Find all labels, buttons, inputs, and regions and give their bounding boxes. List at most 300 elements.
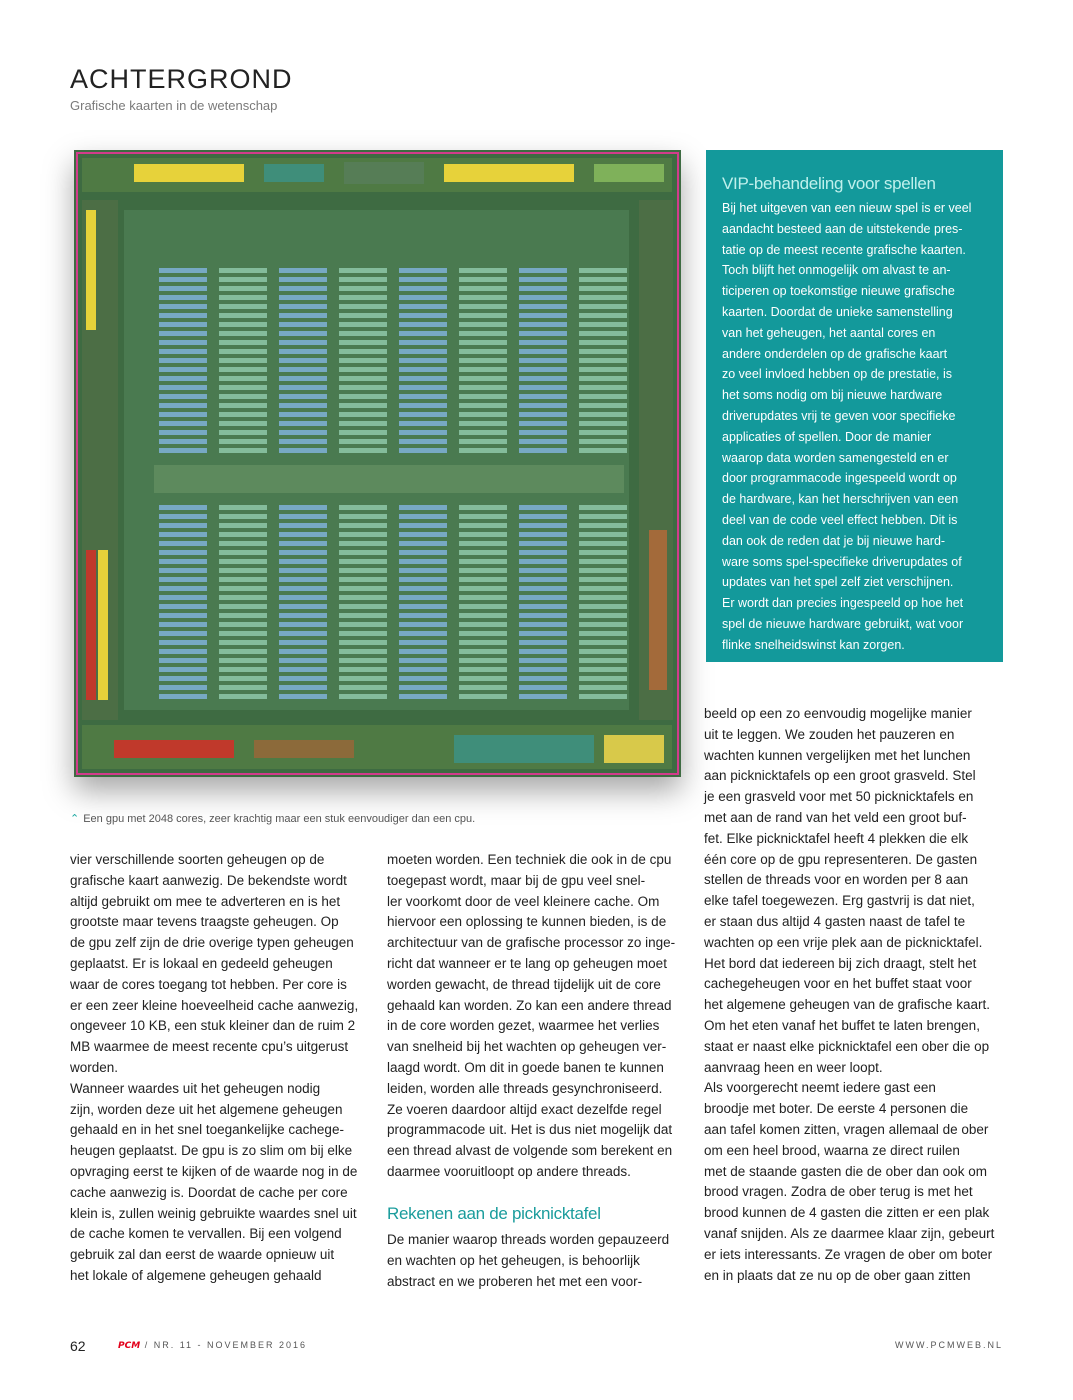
core-cell — [459, 448, 507, 453]
core-cell — [159, 559, 207, 564]
sidebar-body — [722, 198, 987, 656]
core-cell — [399, 658, 447, 663]
core-cell — [339, 421, 387, 426]
text-line: om een heel brood, waarna ze direct ruilen — [704, 1142, 960, 1158]
core-cell — [339, 277, 387, 282]
core-cell — [519, 349, 567, 354]
core-cell — [159, 523, 207, 528]
core-cell — [399, 313, 447, 318]
text-line: gebruik zal dan eerst de waarde opnieuw uit — [70, 1247, 335, 1263]
core-cell — [579, 349, 627, 354]
column-2-subsection — [387, 1204, 687, 1292]
core-cell — [279, 313, 327, 318]
core-cell — [339, 367, 387, 372]
text-line: gehaald kan worden. Zo kan een andere thread — [387, 997, 672, 1013]
text-line: abstract en we proberen het met een voor- — [387, 1273, 643, 1289]
text-line: aan picknicktafels op een groot grasveld. Stel — [704, 768, 976, 784]
core-cell — [579, 595, 627, 600]
sidebar-line: ware soms spel-specifieke driverupdates of — [722, 554, 962, 569]
core-cell — [159, 349, 207, 354]
core-cell — [159, 295, 207, 300]
core-cell — [219, 604, 267, 609]
core-cell — [399, 286, 447, 291]
core-cell — [459, 550, 507, 555]
core-cell — [159, 412, 207, 417]
core-cell — [159, 277, 207, 282]
text-line: De manier waarop threads worden gepauzeerd — [387, 1232, 670, 1247]
core-cell — [219, 676, 267, 681]
sidebar-line: Bij het uitgeven van een nieuw spel is er veel — [722, 201, 972, 215]
core-cell — [519, 631, 567, 636]
core-cell — [219, 403, 267, 408]
text-line: architectuur van de grafische processor zo inge- — [387, 935, 676, 951]
core-cell — [279, 595, 327, 600]
core-cell — [339, 550, 387, 555]
core-cell — [459, 349, 507, 354]
text-line: richt dat wanneer er te lang op geheugen moet — [387, 955, 667, 971]
core-cell — [279, 385, 327, 390]
core-cell — [519, 313, 567, 318]
core-cell — [279, 268, 327, 273]
text-line: er staan dus altijd 4 gasten naast de tafel te — [704, 913, 966, 929]
core-cell — [399, 622, 447, 627]
core-cell — [279, 286, 327, 291]
core-cell — [399, 541, 447, 546]
core-cell — [219, 613, 267, 618]
core-cell — [459, 604, 507, 609]
core-cell — [279, 586, 327, 591]
core-cell — [459, 358, 507, 363]
core-cell — [519, 667, 567, 672]
core-cell — [399, 523, 447, 528]
core-cell — [339, 505, 387, 510]
core-cell — [159, 577, 207, 582]
core-cell — [579, 376, 627, 381]
text-line: wachten op een vrije plek aan de picknicktafel. — [704, 934, 983, 950]
core-cell — [459, 568, 507, 573]
core-cell — [339, 340, 387, 345]
core-cell — [219, 694, 267, 699]
core-cell — [279, 439, 327, 444]
core-cell — [519, 694, 567, 699]
core-cell — [339, 568, 387, 573]
core-cell — [519, 331, 567, 336]
core-cell — [159, 421, 207, 426]
sidebar-line: Toch blijft het onmogelijk om alvast te an- — [722, 263, 951, 278]
core-cell — [519, 514, 567, 519]
core-cell — [279, 523, 327, 528]
core-cell — [399, 358, 447, 363]
core-cell — [519, 658, 567, 663]
sidebar-line: andere onderdelen op de grafische kaart — [722, 346, 948, 361]
text-line: aanvraag heen en weer loopt. — [704, 1059, 883, 1075]
core-cell — [459, 586, 507, 591]
core-cell — [339, 541, 387, 546]
core-cell — [519, 676, 567, 681]
column-1 — [70, 850, 370, 1287]
text-line: wachten kunnen vergelijken met het lunchen — [704, 747, 971, 763]
core-cell — [339, 403, 387, 408]
core-cell — [219, 586, 267, 591]
core-cell — [519, 640, 567, 645]
core-cell — [459, 331, 507, 336]
text-line: heugen geplaatst. De gpu is zo slim om bij elke — [70, 1143, 353, 1159]
text-line: cache aanwezig is. Doordat de cache per core — [70, 1184, 348, 1200]
core-cell — [219, 439, 267, 444]
core-cell — [219, 295, 267, 300]
core-cell — [159, 439, 207, 444]
core-cell — [219, 523, 267, 528]
core-cell — [459, 367, 507, 372]
core-cell — [339, 286, 387, 291]
core-cell — [459, 295, 507, 300]
core-cell — [579, 568, 627, 573]
core-cell — [399, 349, 447, 354]
core-cell — [519, 268, 567, 273]
core-cell — [279, 331, 327, 336]
core-cell — [459, 514, 507, 519]
core-cell — [399, 613, 447, 618]
core-cell — [339, 268, 387, 273]
core-cell — [339, 694, 387, 699]
core-cell — [399, 331, 447, 336]
core-cell — [159, 631, 207, 636]
core-cell — [339, 523, 387, 528]
text-line: moeten worden. Een techniek die ook in de cpu — [387, 852, 672, 867]
core-cell — [159, 385, 207, 390]
core-cell — [219, 505, 267, 510]
core-cell — [219, 376, 267, 381]
core-cell — [579, 322, 627, 327]
core-cell — [459, 268, 507, 273]
core-cell — [219, 640, 267, 645]
core-cell — [339, 295, 387, 300]
core-cell — [219, 514, 267, 519]
sidebar-title: VIP-behandeling voor spellen — [722, 174, 936, 193]
core-cell — [219, 595, 267, 600]
core-cell — [459, 313, 507, 318]
text-line: broodje met boter. De eerste 4 personen die — [704, 1101, 969, 1117]
core-cell — [579, 448, 627, 453]
core-cell — [579, 313, 627, 318]
pcm-logo: PCM — [118, 1341, 141, 1351]
core-cell — [519, 286, 567, 291]
sidebar-line: tatie op de meest recente grafische kaarten. — [722, 242, 966, 257]
sidebar-line: kaarten. Doordat de unieke samenstelling — [722, 304, 953, 319]
sidebar-line: aandacht besteed aan de uitstekende pres- — [722, 221, 963, 236]
core-cell — [459, 676, 507, 681]
core-cell — [579, 403, 627, 408]
core-cell — [219, 394, 267, 399]
text-line: de cache komen te vervallen. Bij een volgend — [70, 1226, 342, 1242]
core-cell — [279, 658, 327, 663]
core-cell — [159, 649, 207, 654]
core-cell — [519, 604, 567, 609]
core-cell — [579, 640, 627, 645]
core-cell — [519, 541, 567, 546]
core-cell — [519, 403, 567, 408]
core-cell — [159, 586, 207, 591]
sidebar-line: flinke snelheidswinst kan zorgen. — [722, 637, 905, 652]
core-cell — [219, 622, 267, 627]
core-cell — [159, 268, 207, 273]
sidebar-line: waarop data worden samengesteld en er — [722, 450, 949, 465]
core-cell — [279, 532, 327, 537]
core-cell — [399, 412, 447, 417]
text-line: beeld op een zo eenvoudig mogelijke manier — [704, 706, 972, 721]
sidebar-box — [706, 150, 1003, 662]
core-cell — [459, 694, 507, 699]
core-cell — [399, 394, 447, 399]
core-cell — [339, 439, 387, 444]
core-cell — [219, 550, 267, 555]
sidebar-line: de hardware, kan het herschrijven van een — [722, 492, 959, 507]
core-cell — [339, 595, 387, 600]
text-line: elke tafel toegewezen. Erg gastvrij is dat niet, — [704, 893, 975, 909]
text-line: toegepast wordt, maar bij de gpu veel snel- — [387, 872, 646, 888]
core-cell — [459, 304, 507, 309]
core-cell — [579, 667, 627, 672]
core-cell — [219, 412, 267, 417]
text-line: met aan de rand van het veld een groot buf- — [704, 809, 967, 825]
core-cell — [519, 613, 567, 618]
text-line: stellen de threads voor en worden per 8 aan — [704, 872, 969, 888]
core-cell — [279, 340, 327, 345]
core-cell — [159, 322, 207, 327]
text-line: vier verschillende soorten geheugen op de — [70, 852, 325, 867]
core-cell — [519, 277, 567, 282]
core-cell — [579, 277, 627, 282]
core-cell — [219, 340, 267, 345]
core-cell — [579, 304, 627, 309]
core-cell — [339, 622, 387, 627]
core-cell — [519, 385, 567, 390]
core-cell — [399, 439, 447, 444]
core-cell — [519, 622, 567, 627]
core-cell — [219, 358, 267, 363]
text-line: gehaald en in het snel toegankelijke cachege- — [70, 1122, 344, 1138]
core-cell — [399, 595, 447, 600]
sidebar-line: van het geheugen, het aantal cores en — [722, 325, 936, 340]
core-cell — [519, 376, 567, 381]
core-cell — [459, 559, 507, 564]
text-line: laagd wordt. Om dit in goede banen te kunnen — [387, 1059, 664, 1075]
core-cell — [399, 448, 447, 453]
core-cell — [279, 550, 327, 555]
core-cell — [279, 577, 327, 582]
core-cell — [579, 505, 627, 510]
core-cell — [339, 448, 387, 453]
text-line: Ze voeren daardoor altijd exact dezelfde regel — [387, 1101, 662, 1117]
core-cell — [399, 295, 447, 300]
core-cell — [159, 358, 207, 363]
core-cell — [279, 505, 327, 510]
core-cell — [519, 412, 567, 417]
text-line: geplaatst. Er is lokaal en gedeeld geheugen — [70, 955, 333, 971]
core-cell — [399, 268, 447, 273]
core-cell — [399, 649, 447, 654]
core-cell — [219, 322, 267, 327]
core-cell — [399, 685, 447, 690]
core-cell — [279, 685, 327, 690]
core-cell — [519, 649, 567, 654]
core-cell — [219, 385, 267, 390]
footer-url: WWW.PCMWEB.NL — [895, 1340, 1003, 1350]
core-cell — [459, 286, 507, 291]
core-cell — [459, 403, 507, 408]
core-cell — [279, 631, 327, 636]
core-cell — [579, 340, 627, 345]
core-cell — [399, 322, 447, 327]
core-cell — [219, 658, 267, 663]
core-cell — [159, 304, 207, 309]
core-cell — [219, 685, 267, 690]
core-cell — [219, 667, 267, 672]
section-title: ACHTERGROND — [70, 64, 293, 94]
core-cell — [279, 694, 327, 699]
core-cell — [579, 268, 627, 273]
core-cell — [159, 595, 207, 600]
sidebar-line: driverupdates vrij te geven voor specifieke — [722, 408, 956, 423]
column-2-after — [387, 1230, 687, 1292]
core-cell — [399, 505, 447, 510]
gpu-die-illustration — [74, 150, 681, 777]
core-cell — [459, 430, 507, 435]
core-cell — [579, 358, 627, 363]
text-line: en in plaats dat ze nu op de ober gaan zitten — [704, 1267, 971, 1283]
core-cell — [519, 394, 567, 399]
sidebar-line: zo veel invloed hebben op de prestatie, is — [722, 367, 953, 382]
core-cell — [519, 304, 567, 309]
core-cell — [579, 685, 627, 690]
core-cell — [399, 568, 447, 573]
core-cell — [219, 331, 267, 336]
core-cell — [579, 658, 627, 663]
core-cell — [339, 349, 387, 354]
core-cell — [579, 694, 627, 699]
core-cell — [279, 277, 327, 282]
text-line: Het bord dat iedereen bij zich draagt, stelt het — [704, 955, 977, 971]
core-cell — [459, 523, 507, 528]
text-line: cachegeheugen voor en het buffet staat voor — [704, 976, 972, 992]
core-cell — [459, 394, 507, 399]
core-cell — [339, 394, 387, 399]
footer-issue — [118, 1340, 307, 1351]
core-cell — [399, 532, 447, 537]
core-cell — [399, 421, 447, 426]
core-cell — [579, 385, 627, 390]
core-cell — [219, 649, 267, 654]
core-cell — [459, 685, 507, 690]
text-line: met de staande gasten die de ober dan ook om — [704, 1163, 987, 1179]
core-cell — [279, 394, 327, 399]
core-cell — [399, 550, 447, 555]
core-cell — [219, 313, 267, 318]
core-cell — [159, 550, 207, 555]
core-cell — [279, 568, 327, 573]
core-cell — [159, 430, 207, 435]
text-line: klein is, zullen weinig gebruikte waardes snel uit — [70, 1205, 357, 1221]
core-cell — [339, 640, 387, 645]
core-cell — [339, 667, 387, 672]
text-line: Om het eten vanaf het buffet te laten brengen, — [704, 1017, 980, 1033]
text-line: Wanneer waardes uit het geheugen nodig — [70, 1080, 321, 1096]
core-cell — [159, 658, 207, 663]
core-cell — [219, 430, 267, 435]
text-line: één core op de gpu representeren. De gasten — [704, 851, 978, 867]
core-cell — [519, 448, 567, 453]
core-cell — [339, 412, 387, 417]
core-cell — [519, 295, 567, 300]
core-cell — [339, 613, 387, 618]
core-cell — [579, 649, 627, 654]
core-cell — [279, 403, 327, 408]
core-cell — [519, 322, 567, 327]
core-cell — [579, 295, 627, 300]
core-cell — [279, 322, 327, 327]
core-cell — [279, 559, 327, 564]
core-cell — [399, 304, 447, 309]
sidebar-line: dan ook de reden dat je bij nieuwe hard- — [722, 533, 946, 548]
core-cell — [399, 430, 447, 435]
core-cell — [219, 559, 267, 564]
core-cell — [519, 595, 567, 600]
core-cell — [579, 394, 627, 399]
core-cell — [579, 631, 627, 636]
text-line: het algemene geheugen van de grafische kaart. — [704, 997, 990, 1013]
core-cell — [579, 676, 627, 681]
core-cell — [279, 295, 327, 300]
text-line: programmacode uit. Het is dus niet mogelijk dat — [387, 1122, 673, 1138]
text-line: in de core worden gezet, waarmee het verlies — [387, 1018, 660, 1034]
core-cell — [459, 649, 507, 654]
text-line: hiervoor een oplossing te kunnen bieden, is de — [387, 914, 667, 930]
core-cell — [459, 505, 507, 510]
core-cell — [219, 541, 267, 546]
text-line: brood vragen. Zodra de ober terug is met het — [704, 1184, 973, 1200]
text-line: worden. — [70, 1059, 119, 1075]
core-cell — [339, 514, 387, 519]
core-cell — [579, 331, 627, 336]
core-cell — [219, 448, 267, 453]
core-cell — [279, 358, 327, 363]
core-cell — [579, 514, 627, 519]
page-number: 62 — [70, 1338, 86, 1354]
core-cell — [219, 268, 267, 273]
text-line: vanaf snijden. Als ze daarmee klaar zijn, gebeurt — [704, 1225, 995, 1241]
core-cell — [159, 448, 207, 453]
core-cell — [339, 304, 387, 309]
core-cell — [459, 613, 507, 618]
core-cell — [339, 358, 387, 363]
core-cell — [159, 286, 207, 291]
core-cell — [159, 403, 207, 408]
core-cell — [279, 376, 327, 381]
core-cell — [339, 586, 387, 591]
gpu-die-photo — [74, 150, 681, 777]
core-cell — [579, 412, 627, 417]
core-cell — [219, 577, 267, 582]
core-cell — [339, 658, 387, 663]
core-cell — [579, 577, 627, 582]
core-cell — [459, 376, 507, 381]
core-cell — [399, 277, 447, 282]
core-cell — [159, 676, 207, 681]
core-cell — [279, 676, 327, 681]
core-cell — [159, 613, 207, 618]
core-cell — [159, 604, 207, 609]
text-line: van snelheid bij het wachten op geheugen ver- — [387, 1039, 667, 1055]
